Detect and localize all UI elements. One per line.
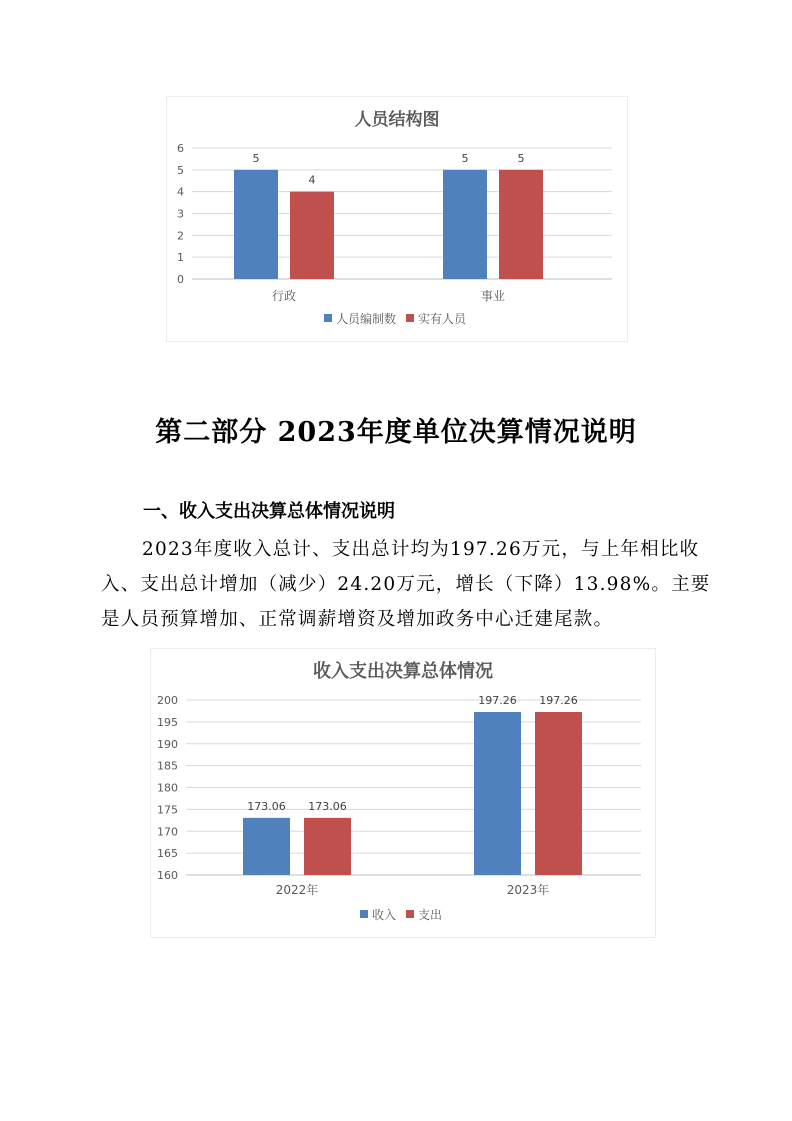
data-label: 5 (461, 151, 469, 165)
x-tick-label: 事业 (480, 289, 506, 303)
y-tick-label: 4 (177, 185, 184, 199)
chart-income-expense (150, 648, 656, 938)
y-tick-label: 6 (177, 142, 184, 155)
x-tick-label: 2023年 (506, 883, 550, 897)
y-tick-label: 185 (157, 759, 178, 773)
bar-series1 (243, 818, 290, 875)
y-tick-label: 180 (157, 781, 178, 795)
y-tick-label: 165 (157, 847, 178, 861)
chart-personnel-svg (167, 97, 627, 341)
data-label: 5 (252, 151, 260, 165)
y-tick-label: 0 (177, 273, 184, 286)
x-tick-label: 2022年 (275, 883, 319, 897)
data-label: 173.06 (247, 799, 286, 813)
data-label: 197.26 (539, 693, 578, 707)
chart-title: 人员结构图 (354, 110, 440, 130)
y-tick-label: 5 (177, 163, 184, 177)
subheading: 一、收入支出决算总体情况说明 (143, 501, 395, 522)
legend-swatch (360, 910, 368, 918)
y-tick-label: 3 (177, 207, 184, 221)
y-tick-label: 160 (157, 869, 178, 882)
legend-swatch (324, 314, 332, 322)
legend-label: 人员编制数 (336, 312, 397, 326)
data-label: 197.26 (478, 693, 517, 707)
bar-series1 (474, 712, 521, 875)
bar-series2 (499, 170, 543, 279)
y-tick-label: 190 (157, 737, 178, 751)
legend-label: 实有人员 (418, 312, 467, 326)
chart-title: 收入支出决算总体情况 (313, 661, 493, 682)
legend-swatch (406, 910, 414, 918)
section-title: 第二部分 2023年度单位决算情况说明 (155, 417, 637, 448)
legend-swatch (406, 314, 414, 322)
bar-series2 (535, 712, 582, 875)
x-tick-label: 行政 (271, 289, 297, 303)
legend-label: 收入 (372, 908, 397, 922)
data-label: 173.06 (308, 799, 347, 813)
y-tick-label: 2 (177, 229, 184, 243)
y-tick-label: 200 (157, 694, 178, 707)
bar-series2 (290, 192, 334, 279)
y-tick-label: 175 (157, 803, 178, 817)
bar-series1 (443, 170, 487, 279)
y-tick-label: 1 (177, 251, 184, 265)
body-paragraph: 2023年度收入总计、支出总计均为197.26万元，与上年相比收入、支出总计增加（减少）24.20万元，增长（下降）13.98%。主要是人员预算增加、正常调薪增资及增加政务中心迁建尾款。 (101, 539, 711, 630)
legend-label: 支出 (418, 908, 443, 922)
bar-series1 (234, 170, 278, 279)
bar-series2 (304, 818, 351, 875)
y-tick-label: 170 (157, 825, 178, 839)
data-label: 4 (308, 173, 316, 187)
y-tick-label: 195 (157, 715, 178, 729)
data-label: 5 (517, 151, 525, 165)
chart-personnel-structure (166, 96, 628, 342)
chart-income-expense-svg (151, 649, 655, 937)
